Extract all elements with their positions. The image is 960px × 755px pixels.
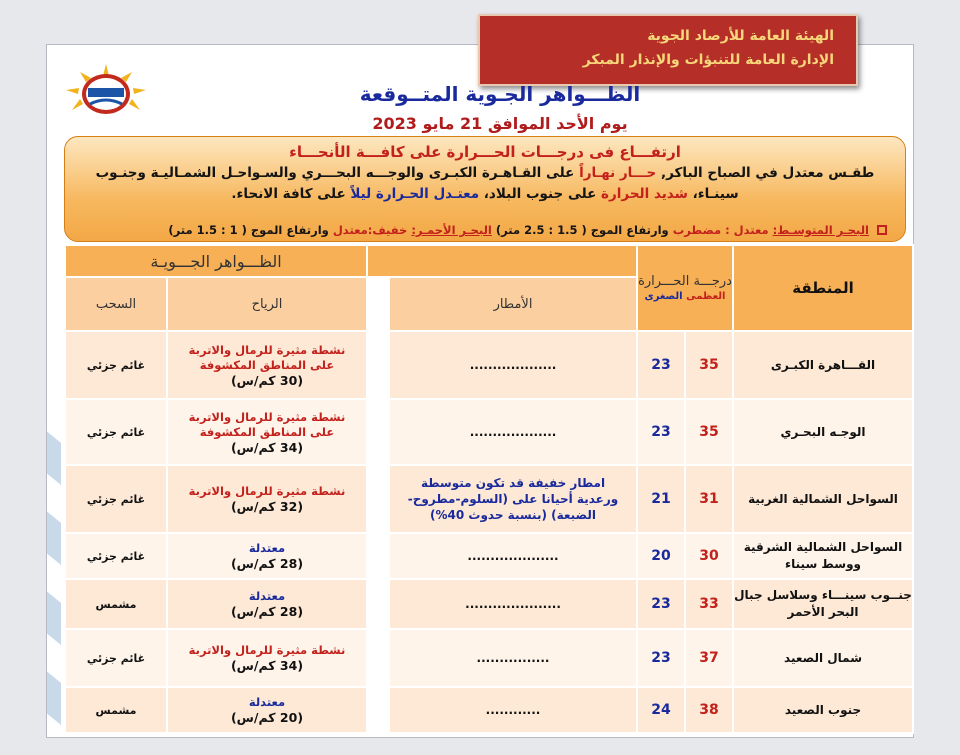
wind-cell (167, 579, 367, 629)
header-rain: الأمطار (389, 277, 637, 331)
agency-header-box (478, 14, 858, 86)
max-temp-cell: 33 (685, 579, 733, 629)
wind-description: نشطة مثيرة للرمال والاتربة (188, 484, 346, 498)
med-sea-waves: وارتفاع الموج ( 1.5 : 2.5 متر) (495, 223, 669, 237)
spacer-cell (367, 629, 389, 687)
min-temp-cell: 23 (637, 399, 685, 465)
min-temp-cell: 20 (637, 533, 685, 579)
sea-state-line (168, 223, 887, 237)
header-temp-label: درجـــة الحـــرارة (638, 273, 732, 289)
page-title: الظـــواهر الجـوية المتــوقعة (359, 82, 641, 106)
table-row (65, 629, 913, 687)
header-spacer (367, 277, 389, 331)
region-cell: السواحل الشمالية الشرقية ووسط سيناء (733, 533, 913, 579)
wind-speed: (34 كم/س) (230, 439, 304, 455)
wind-speed: (28 كم/س) (230, 604, 304, 619)
summary-body (65, 163, 905, 205)
wind-speed: (30 كم/س) (230, 372, 304, 388)
header-max: العظمى (686, 290, 726, 302)
wind-cell (167, 687, 367, 733)
max-temp-cell: 35 (685, 399, 733, 465)
wind-speed: (20 كم/س) (230, 710, 304, 725)
spacer-cell (367, 579, 389, 629)
region-cell: القـــاهرة الكبـرى (733, 331, 913, 399)
clouds-cell: غائم جزئي (65, 629, 167, 687)
header-region: المنطقة (733, 245, 913, 331)
wind-description: نشطة مثيرة للرمال والاتربة على المناطق المكشوفة (188, 342, 346, 372)
rain-cell: امطار خفيفة قد تكون متوسطة ورعدية أحيانا على (السلوم-مطروح-الضبعة) (بنسبة حدوث 40%) (389, 465, 637, 533)
clouds-cell: مشمس (65, 687, 167, 733)
summary-mild-night: معتـدل الحـرارة ليلاً (350, 186, 480, 202)
header-blank (367, 245, 637, 277)
max-temp-cell: 31 (685, 465, 733, 533)
rain-cell: .................... (389, 533, 637, 579)
red-sea-state: خفيف:معتدل (332, 223, 408, 237)
max-temp-cell: 38 (685, 687, 733, 733)
wind-cell (167, 399, 367, 465)
min-temp-cell: 21 (637, 465, 685, 533)
summary-very-hot: شديد الحرارة (601, 186, 688, 202)
agency-name: الهيئة العامة للأرصاد الجوية (647, 28, 834, 44)
header-clouds: السحب (65, 277, 167, 331)
wind-description: نشطة مثيرة للرمال والاتربة على المناطق المكشوفة (188, 409, 346, 439)
wind-speed: (28 كم/س) (230, 556, 304, 571)
spacer-cell (367, 533, 389, 579)
header-temperature (637, 245, 733, 331)
clouds-cell: غائم جزئي (65, 465, 167, 533)
rain-cell: ................... (389, 399, 637, 465)
wind-description: معتدلة (248, 695, 286, 709)
region-cell: الوجـه البحـري (733, 399, 913, 465)
rain-cell: ............ (389, 687, 637, 733)
forecast-table (64, 244, 914, 734)
table-row (65, 465, 913, 533)
clouds-cell: غائم جزئي (65, 399, 167, 465)
min-temp-cell: 23 (637, 579, 685, 629)
red-sea-label: البحـر الأحمـر: (411, 223, 492, 237)
table-row (65, 533, 913, 579)
weather-summary-box (64, 136, 906, 242)
header-min: الصغرى (644, 290, 683, 302)
rain-cell: ................ (389, 629, 637, 687)
summary-part-1: طقـس معتدل في الصباح الباكر, (661, 165, 875, 181)
header-phenomena: الظـــواهر الجـــويـة (65, 245, 367, 277)
wind-cell (167, 533, 367, 579)
table-row (65, 399, 913, 465)
summary-hot-day: حـــار نهـاراً (579, 165, 657, 181)
rain-cell: ................... (389, 331, 637, 399)
table-row (65, 579, 913, 629)
forecast-date: يوم الأحد الموافق 21 مايو 2023 (372, 114, 628, 133)
wind-speed: (32 كم/س) (230, 499, 304, 514)
med-sea-label: البحـر المتوسـط: (772, 223, 869, 237)
rain-cell: ..................... (389, 579, 637, 629)
red-sea-waves: وارتفاع الموج ( 1 : 1.5 متر) (168, 223, 329, 237)
spacer-cell (367, 331, 389, 399)
min-temp-cell: 23 (637, 331, 685, 399)
max-temp-cell: 35 (685, 331, 733, 399)
summary-headline: ارتفـــاع فى درجـــات الحـــرارة على كافـــة الأنحـــاء (289, 143, 681, 161)
wind-description: معتدلة (248, 541, 286, 555)
min-temp-cell: 24 (637, 687, 685, 733)
spacer-cell (367, 687, 389, 733)
checkbox-bullet-icon (877, 225, 887, 235)
spacer-cell (367, 465, 389, 533)
ema-logo-icon (60, 62, 152, 124)
med-sea-state: معتدل : مضطرب (672, 223, 769, 237)
wind-description: معتدلة (248, 589, 286, 603)
table-row (65, 331, 913, 399)
wind-description: نشطة مثيرة للرمال والاتربة (188, 643, 346, 657)
min-temp-cell: 23 (637, 629, 685, 687)
table-row (65, 687, 913, 733)
wind-speed: (34 كم/س) (230, 658, 304, 673)
clouds-cell: مشمس (65, 579, 167, 629)
summary-part-2: على القـاهـرة الكبـرى والوجـــه البحـــري والسـواحـل الشمـاليـة وجنـوب سينـاء، (95, 165, 739, 202)
wind-cell (167, 465, 367, 533)
clouds-cell: غائم جزئي (65, 533, 167, 579)
max-temp-cell: 30 (685, 533, 733, 579)
region-cell: جنوب الصعيد (733, 687, 913, 733)
max-temp-cell: 37 (685, 629, 733, 687)
region-cell: شمال الصعيد (733, 629, 913, 687)
summary-part-3: على جنوب البلاد، (483, 186, 597, 202)
clouds-cell: غائم جزئي (65, 331, 167, 399)
header-wind: الرياح (167, 277, 367, 331)
region-cell: السواحل الشمالية الغربية (733, 465, 913, 533)
wind-cell (167, 331, 367, 399)
summary-part-4: على كافة الانحاء. (231, 186, 346, 202)
agency-department: الإدارة العامة للتنبؤات والإنذار المبكر (582, 52, 834, 68)
wind-cell (167, 629, 367, 687)
region-cell: جنــوب سينـــاء وسلاسل جبال البحر الأحمر (733, 579, 913, 629)
spacer-cell (367, 399, 389, 465)
